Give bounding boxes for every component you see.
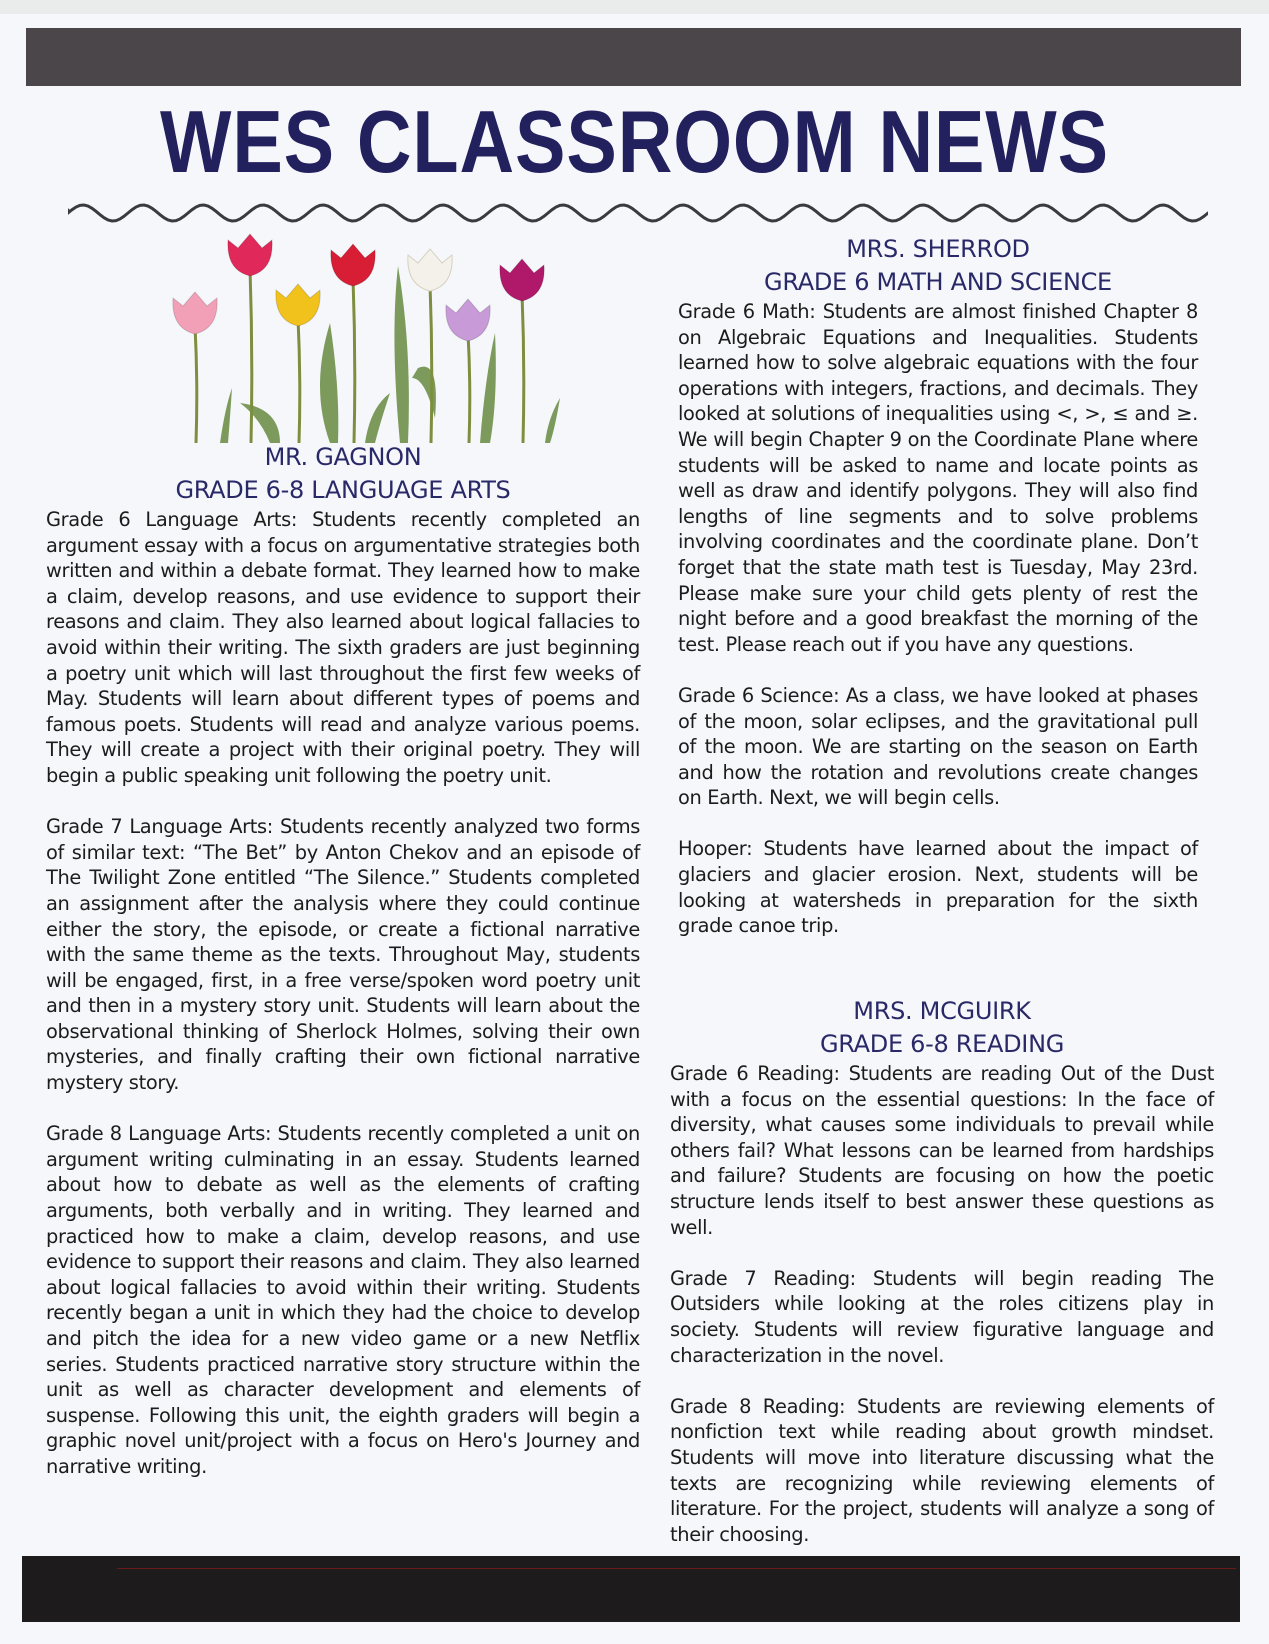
tulip-flower xyxy=(331,244,375,286)
section-gagnon xyxy=(46,441,640,1480)
tulip-stem xyxy=(468,333,470,443)
paragraph-grade8-reading: Grade 8 Reading: Students are reviewing elements of nonfiction text while reading about growth mindset. Students will move into literature discussing what the texts are recognizing while reviewing elements of literature. For the project, students will analyze a song of their choosing. xyxy=(670,1394,1214,1546)
footer-bar xyxy=(22,1556,1240,1622)
tulip-stem xyxy=(195,326,197,443)
scan-edge xyxy=(0,0,1269,14)
tulip-leaf xyxy=(320,323,338,443)
paragraph-grade6-science: Grade 6 Science: As a class, we have looked at phases of the moon, solar eclipses, and the gravitational pull of the moon. We are starting on the season on Earth and how the rotation and revolutions create changes on Earth. Next, we will begin cells. xyxy=(678,683,1198,810)
tulip-stem xyxy=(298,318,300,443)
paragraph-grade7-language-arts: Grade 7 Language Arts: Students recently analyzed two forms of similar text: “The Bet” by Anton Chekov and an episode of The Twilight Zone entitled “The Silence.” Students completed an assignment after the analysis where they could continue either the story, the episode, or create a fictional narrative with the same theme as the texts. Throughout May, students will be engaged, first, in a free verse/spoken word poetry unit and then in a mystery story unit. Students will learn about the observational thinking of Sherlock Holmes, solving their own mysteries, and finally crafting their own fictional narrative mystery story. xyxy=(46,815,640,1095)
tulip-leaf xyxy=(240,403,280,443)
teacher-name: MR. GAGNON xyxy=(264,443,422,471)
section-subject: GRADE 6 MATH AND SCIENCE xyxy=(764,268,1112,296)
tulip-leaf xyxy=(394,266,408,443)
tulip-flower xyxy=(276,284,320,326)
newsletter-title: WES CLASSROOM NEWS xyxy=(160,92,1109,191)
tulip-stem xyxy=(522,293,524,443)
tulip-stem xyxy=(250,268,252,443)
tulip-stem xyxy=(430,283,432,443)
paragraph-grade6-language-arts: Grade 6 Language Arts: Students recently completed an argument essay with a focus on argumentative strategies both written and within a debate format. They learned how to make a claim, develop reasons, and use evidence to support their reasons and claim. They also learned about logical fallacies to avoid within their writing. The sixth graders are just beginning a poetry unit which will last throughout the first few weeks of May. Students will learn about different types of poems and famous poets. Students will read and analyze various poems. They will create a project with their original poetry. They will begin a public speaking unit following the poetry unit. xyxy=(46,508,640,787)
section-sherrod xyxy=(678,233,1198,939)
tulip-leaf xyxy=(545,398,560,443)
tulip-leaf xyxy=(220,388,232,443)
section-subject: GRADE 6-8 READING xyxy=(819,1030,1065,1058)
paragraph-grade6-reading: Grade 6 Reading: Students are reading Out of the Dust with a focus on the essential questions: In the face of diversity, what causes some individuals to prevail while others fail? What lessons can be learned from hardships and failure? Students are focusing on how the poetic structure lends itself to best answer these questions as well. xyxy=(670,1062,1214,1239)
paragraph-grade8-language-arts: Grade 8 Language Arts: Students recently completed a unit on argument writing culminating in an essay. Students learned about how to debate as well as the elements of crafting arguments, both verbally and in writing. They learned and practiced how to make a claim, develop reasons, and use evidence to support their reasons and claim. They also learned about logical fallacies to avoid within their writing. Students recently began a unit in which they had the choice to develop and pitch the idea for a new video game or a new Netflix series. Students practiced narrative story structure within the unit as well as character development and elements of suspense. Following this unit, the eighth graders will begin a graphic novel unit/project with a focus on Hero's Journey and narrative writing. xyxy=(46,1122,640,1478)
teacher-name: MRS. MCGUIRK xyxy=(853,997,1031,1025)
tulip-flower xyxy=(500,259,544,301)
section-mcguirk xyxy=(670,995,1214,1547)
teacher-name: MRS. SHERROD xyxy=(846,235,1030,263)
section-subject: GRADE 6-8 LANGUAGE ARTS xyxy=(175,476,511,504)
tulip-stem xyxy=(353,278,355,443)
paragraph-grade7-reading: Grade 7 Reading: Students will begin reading The Outsiders while looking at the roles citizens play in society. Students will review figurative language and characterization in the novel. xyxy=(670,1266,1214,1367)
header-bar xyxy=(26,28,1241,86)
tulips-illustration xyxy=(150,218,560,443)
tulip-flower xyxy=(228,234,272,276)
tulip-leaf xyxy=(480,333,496,443)
tulip-flower xyxy=(408,249,452,291)
tulip-flower xyxy=(446,299,490,341)
tulip-leaf xyxy=(365,393,390,443)
paragraph-hooper: Hooper: Students have learned about the impact of glaciers and glacier erosion. Next, students will be looking at watersheds in preparation for the sixth grade canoe trip. xyxy=(678,837,1198,938)
paragraph-grade6-math: Grade 6 Math: Students are almost finished Chapter 8 on Algebraic Equations and Inequalities. Students learned how to solve algebraic equations with the four operations with integers, fractions, and decimals. They looked at solutions of inequalities using <, >, ≤ and ≥. We will begin Chapter 9 on the Coordinate Plane where students will be asked to name and locate points as well as draw and identify polygons. They will also find lengths of line segments and to solve problems involving coordinates and the coordinate plane. Don’t forget that the state math test is Tuesday, May 23rd. Please make sure your child gets plenty of rest the night before and a good breakfast the morning of the test. Please reach out if you have any questions. xyxy=(678,300,1198,656)
footer-hairline xyxy=(117,1568,1236,1569)
tulip-flower xyxy=(173,292,217,334)
